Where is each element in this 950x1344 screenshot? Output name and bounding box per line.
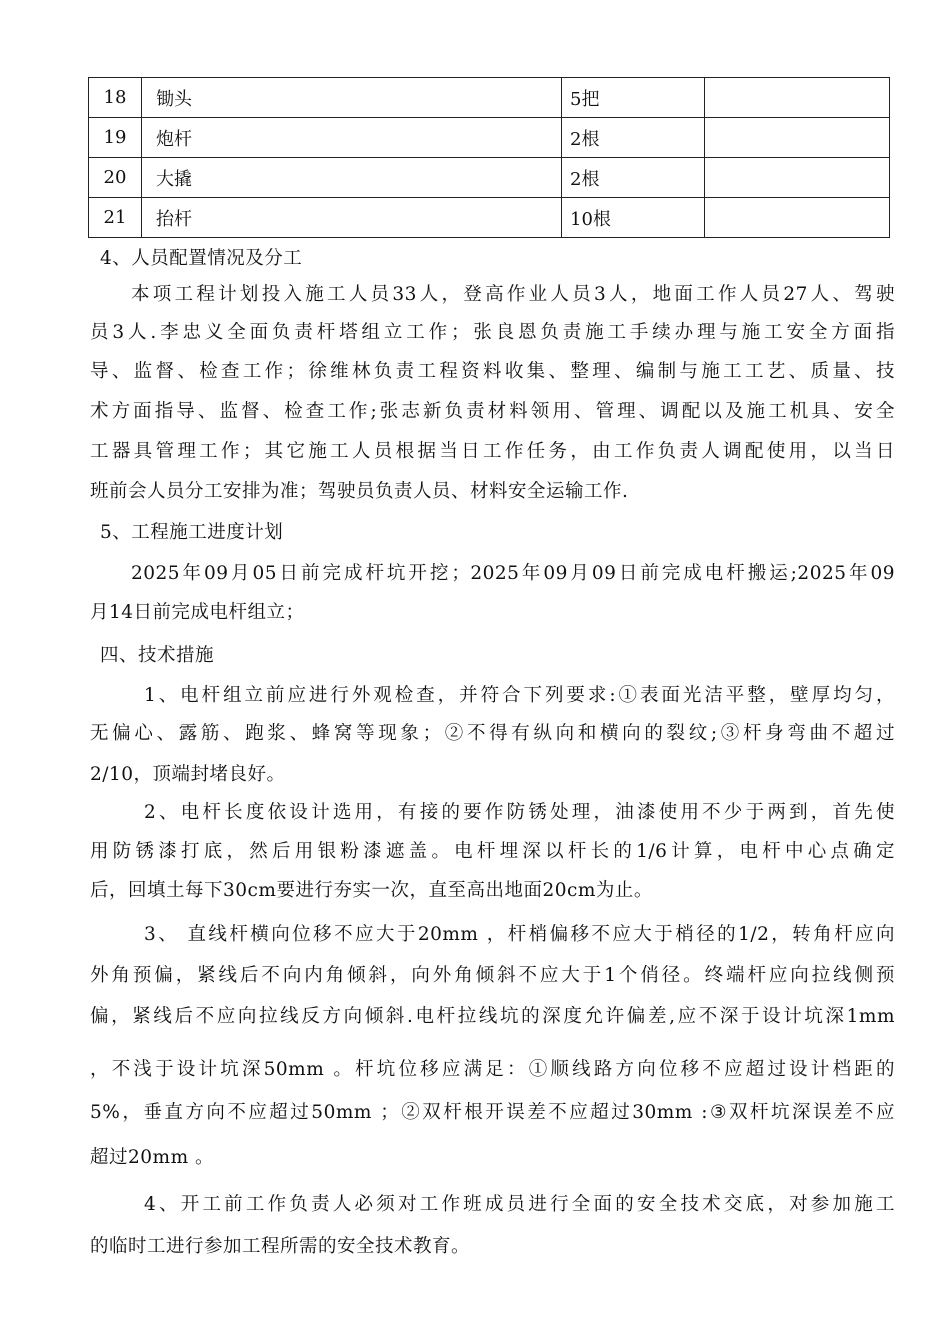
table-row: [89, 78, 890, 118]
paragraph-line: 本项工程计划投入施工人员33人，登高作业人员3人，地面工作人员27人、驾驶: [131, 284, 895, 305]
row-number: 18: [89, 78, 142, 118]
item-note: [705, 118, 890, 158]
row-number: 20: [89, 158, 142, 198]
item-name: 大撬: [142, 158, 562, 198]
section5-heading: 5、工程施工进度计划: [100, 522, 284, 543]
item-note: [705, 158, 890, 198]
paragraph-line: 外角预偏，紧线后不向内角倾斜，向外角倾斜不应大于1个俏径。终端杆应向拉线侧预: [90, 965, 895, 986]
item-quantity: 5把: [562, 78, 705, 118]
paragraph-line: 导、监督、检查工作；徐维林负责工程资料收集、整理、编制与施工工艺、质量、技: [90, 361, 895, 382]
table-row: [89, 198, 890, 238]
paragraph-line: 偏，紧线后不应向拉线反方向倾斜.电杆拉线坑的深度允许偏差,应不深于设计坑深1mm: [90, 1006, 895, 1027]
paragraph-line: 5%，垂直方向不应超过50mm ；②双杆根开误差不应超过30mm :③双杆坑深误差不应: [90, 1102, 895, 1123]
paragraph-line: 1、电杆组立前应进行外观检查，并符合下列要求:①表面光洁平整，壁厚均匀，: [144, 685, 895, 706]
row-number: 19: [89, 118, 142, 158]
paragraph-line: 术方面指导、监督、检查工作;张志新负责材料领用、管理、调配以及施工机具、安全: [90, 401, 895, 422]
item-quantity: 10根: [562, 198, 705, 238]
part4-heading: 四、技术措施: [100, 645, 215, 666]
paragraph-line: 工器具管理工作；其它施工人员根据当日工作任务，由工作负责人调配使用，以当日: [90, 441, 895, 462]
table-row: [89, 118, 890, 158]
paragraph-line: 3、 直线杆横向位移不应大于20mm ，杆梢偏移不应大于梢径的1/2，转角杆应向: [144, 924, 895, 945]
paragraph-line: 班前会人员分工安排为准；驾驶员负责人员、材料安全运输工作.: [90, 481, 629, 502]
paragraph-line: 2、电杆长度依设计选用，有接的要作防锈处理，油漆使用不少于两到，首先使: [144, 802, 895, 823]
item-note: [705, 198, 890, 238]
item-name: 抬杆: [142, 198, 562, 238]
paragraph-line: 后，回填土每下30cm要进行夯实一次，直至高出地面20cm为止。: [90, 880, 653, 901]
item-name: 锄头: [142, 78, 562, 118]
paragraph-line: 的临时工进行参加工程所需的安全技术教育。: [90, 1236, 471, 1257]
row-number: 21: [89, 198, 142, 238]
item-note: [705, 78, 890, 118]
paragraph-line: 月14日前完成电杆组立；: [90, 602, 305, 623]
tools-table: [88, 77, 890, 238]
paragraph-line: 超过20mm 。: [90, 1147, 215, 1168]
paragraph-line: 4、开工前工作负责人必须对工作班成员进行全面的安全技术交底，对参加施工: [144, 1194, 895, 1215]
paragraph-line: 用防锈漆打底，然后用银粉漆遮盖。电杆埋深以杆长的1/6计算，电杆中心点确定: [90, 841, 895, 862]
section4-heading: 4、人员配置情况及分工: [100, 248, 303, 269]
table-row: [89, 158, 890, 198]
paragraph-line: 员3人.李忠义全面负责杆塔组立工作；张良恩负责施工手续办理与施工安全方面指: [90, 322, 895, 343]
paragraph-line: 2025年09月05日前完成杆坑开挖；2025年09月09日前完成电杆搬运;2025年09: [131, 563, 895, 584]
paragraph-line: 2/10，顶端封堵良好。: [90, 764, 286, 785]
item-quantity: 2根: [562, 118, 705, 158]
item-quantity: 2根: [562, 158, 705, 198]
item-name: 炮杆: [142, 118, 562, 158]
paragraph-line: 无偏心、露筋、跑浆、蜂窝等现象；②不得有纵向和横向的裂纹;③杆身弯曲不超过: [90, 723, 895, 744]
paragraph-line: ，不浅于设计坑深50mm 。杆坑位移应满足：①顺线路方向位移不应超过设计档距的: [90, 1059, 895, 1080]
